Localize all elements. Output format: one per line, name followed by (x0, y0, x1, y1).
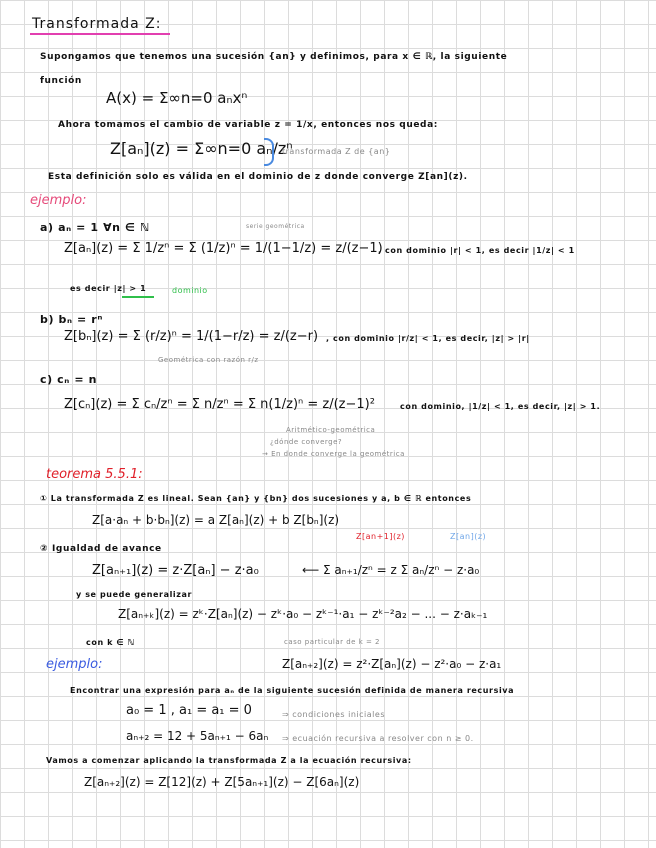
intro-line3: Ahora tomamos el cambio de variable z = 1/x, entonces nos queda: (58, 120, 438, 130)
c-domain: con dominio, |1/z| < 1, es decir, |z| > 1. (400, 402, 601, 411)
ejemplo2-formula-k2: Z[aₙ₊₂](z) = z²·Z[aₙ](z) − z²·a₀ − z·a₁ (282, 657, 502, 671)
c-note2: ¿dónde converge? (270, 438, 343, 446)
c-formula: Z[cₙ](z) = Σ cₙ/zⁿ = Σ n/zⁿ = Σ n(1/z)ⁿ = z/(z−1)² (64, 397, 375, 412)
teorema-p2-k: con k ∈ ℕ (86, 638, 135, 647)
b-domain: , con dominio |r/z| < 1, es decir, |z| > |r| (326, 334, 530, 343)
note-Z: transformada Z de {an} (282, 147, 391, 156)
a-domain: , con dominio |r| < 1, es decir |1/z| < 1 (378, 246, 575, 255)
a-dominio: dominio (172, 286, 208, 295)
teorema-p2-formula-k: Z[aₙ₊ₖ](z) = zᵏ·Z[aₙ](z) − zᵏ·a₀ − zᵏ⁻¹·a₁ − zᵏ⁻²a₂ − ... − z·aₖ₋₁ (118, 607, 488, 621)
ejemplo2-rec-note: ⇒ ecuación recursiva a resolver con n ≥ 0. (282, 734, 474, 743)
a-formula: Z[aₙ](z) = Σ 1/zⁿ = Σ (1/z)ⁿ = 1/(1−1/z) = z/(z−1) (64, 241, 383, 256)
teorema-p1: ① La transformada Z es lineal. Sean {an} y {bn} dos sucesiones y a, b ∈ ℝ entonces (40, 494, 472, 503)
c-note3: → En donde converge la geométrica (262, 450, 405, 458)
teorema-p2-arrow: ⟵ Σ aₙ₊₁/zⁿ = z Σ aₙ/zⁿ − z·a₀ (302, 563, 480, 577)
formula-Z: Z[aₙ](z) = Σ∞n=0 aₙ/zⁿ (110, 139, 293, 158)
teorema-p1-formula: Z[a·aₙ + b·bₙ](z) = a Z[aₙ](z) + b Z[bₙ](z) (92, 513, 340, 527)
intro-line1: Supongamos que tenemos una sucesión {an} y definimos, para x ∈ ℝ, la siguiente (40, 52, 508, 62)
intro-line4: Esta definición solo es válida en el dominio de z donde converge Z[an](z). (48, 172, 468, 182)
intro-line2: función (40, 76, 82, 86)
ejemplo1-heading: ejemplo: (30, 193, 87, 208)
b-note: Geométrica con razón r/z (158, 356, 259, 364)
page-title: Transformada Z: (32, 16, 162, 32)
teorema-p2: ② Igualdad de avance (40, 544, 162, 554)
title-underline (30, 33, 170, 35)
b-formula: Z[bₙ](z) = Σ (r/z)ⁿ = 1/(1−r/z) = z/(z−r) (64, 329, 319, 344)
teorema-p2-blue: Z[an](z) (450, 532, 487, 541)
teorema-p2-gen: y se puede generalizar (76, 590, 193, 599)
teorema-p2-particular: caso particular de k = 2 (284, 638, 381, 646)
ejemplo2-cond-note: ⇒ condiciones iniciales (282, 710, 385, 719)
a-note: serie geométrica (246, 223, 305, 230)
teorema-heading: teorema 5.5.1: (46, 467, 143, 482)
formula-A: A(x) = Σ∞n=0 aₙxⁿ (106, 89, 248, 107)
c-label: c) cₙ = n (40, 373, 98, 386)
ejemplo2-final-formula: Z[aₙ₊₂](z) = Z[12](z) + Z[5aₙ₊₁](z) − Z[6aₙ](z) (84, 775, 360, 789)
ejemplo2-enunciado: Encontrar una expresión para aₙ de la siguiente sucesión definida de manera recursiva (70, 686, 515, 695)
ejemplo2-cond: a₀ = 1 , a₁ = a₁ = 0 (126, 703, 252, 718)
a-label: a) aₙ = 1 ∀n ∈ ℕ (40, 221, 150, 234)
ejemplo2-final-text: Vamos a comenzar aplicando la transformada Z a la ecuación recursiva: (46, 756, 412, 765)
brace-Z (264, 138, 274, 166)
teorema-p2-red: Z[an+1](z) (356, 532, 405, 541)
ejemplo2-heading: ejemplo: (46, 657, 103, 672)
a-decir: es decir |z| > 1 (70, 284, 147, 293)
c-note1: Aritmético-geométrica (286, 426, 376, 434)
ejemplo2-rec: aₙ₊₂ = 12 + 5aₙ₊₁ − 6aₙ (126, 729, 269, 743)
a-underline (122, 296, 154, 298)
teorema-p2-formula: Z[aₙ₊₁](z) = z·Z[aₙ] − z·a₀ (92, 563, 259, 578)
b-label: b) bₙ = rⁿ (40, 313, 103, 326)
